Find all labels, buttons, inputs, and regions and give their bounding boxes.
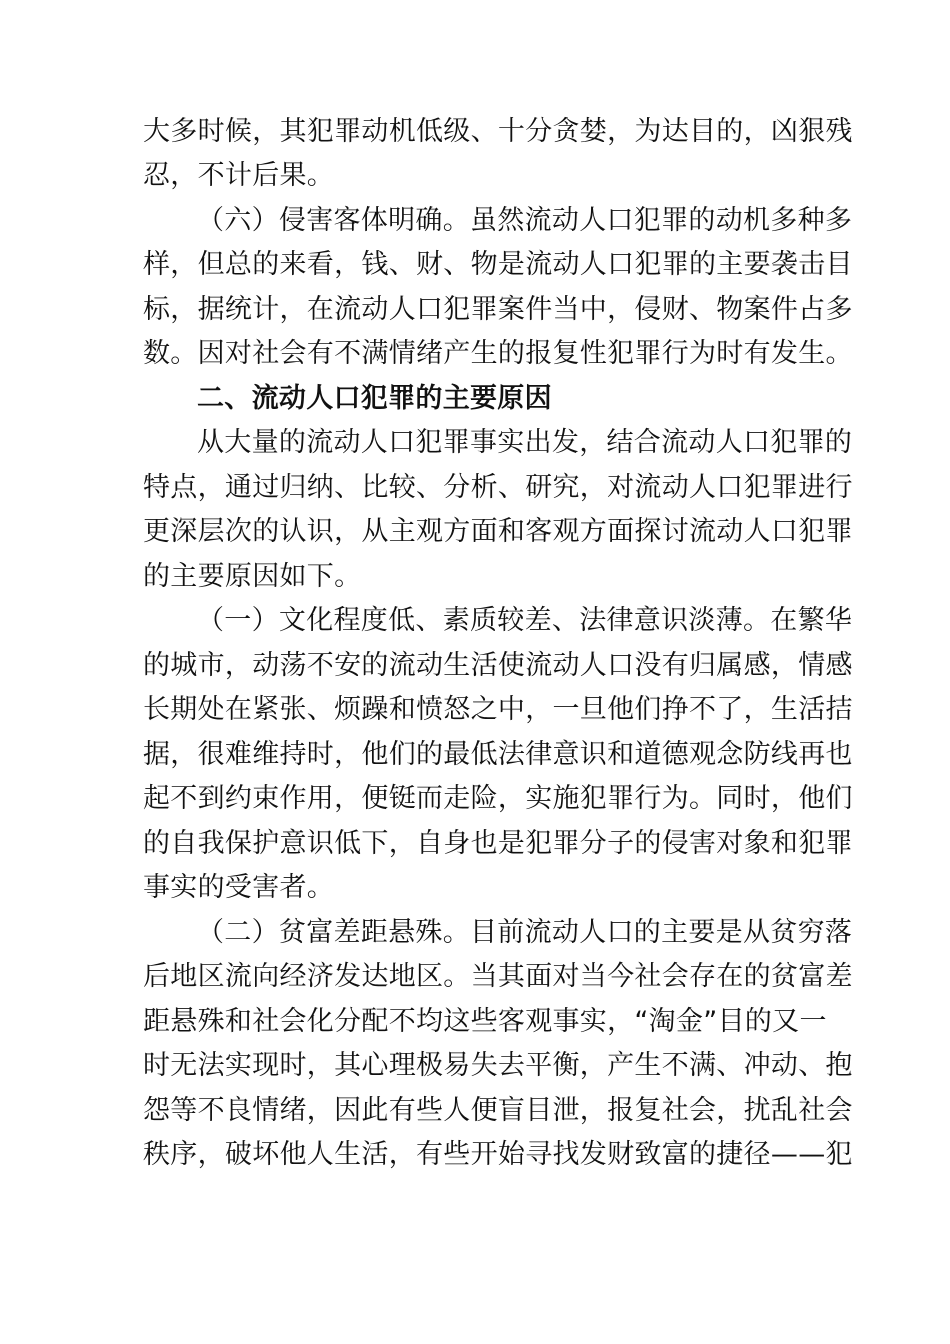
- paragraph-first-line: （六）侵害客体明确。虽然流动人口犯罪的动机多种多: [197, 205, 853, 236]
- text-line: 怨等不良情绪，因此有些人便盲目泄，报复社会，扰乱社会: [143, 1095, 853, 1126]
- text-line: 起不到约束作用，便铤而走险，实施犯罪行为。同时，他们: [143, 783, 853, 814]
- text-line: 更深层次的认识，从主观方面和客观方面探讨流动人口犯罪: [143, 516, 853, 547]
- paragraph-first-line: 从大量的流动人口犯罪事实出发，结合流动人口犯罪的: [197, 427, 853, 458]
- text-line: 的主要原因如下。: [143, 561, 362, 592]
- text-line: 大多时候，其犯罪动机低级、十分贪婪，为达目的，凶狠残: [143, 116, 853, 147]
- text-line: 特点，通过归纳、比较、分析、研究，对流动人口犯罪进行: [143, 472, 853, 503]
- text-line: 的城市，动荡不安的流动生活使流动人口没有归属感，情感: [143, 650, 853, 681]
- text-line: 据，很难维持时，他们的最低法律意识和道德观念防线再也: [143, 739, 853, 770]
- text-line: 事实的受害者。: [143, 872, 335, 903]
- paragraph-first-line: （二）贫富差距悬殊。目前流动人口的主要是从贫穷落: [197, 917, 853, 948]
- text-line: 秩序，破坏他人生活，有些开始寻找发财致富的捷径——犯: [143, 1139, 853, 1170]
- text-line: 数。因对社会有不满情绪产生的报复性犯罪行为时有发生。: [143, 338, 853, 369]
- text-line: 的自我保护意识低下，自身也是犯罪分子的侵害对象和犯罪: [143, 828, 853, 859]
- paragraph-first-line: （一）文化程度低、素质较差、法律意识淡薄。在繁华: [197, 605, 853, 636]
- text-line: 样，但总的来看，钱、财、物是流动人口犯罪的主要袭击目: [143, 249, 853, 280]
- text-line: 后地区流向经济发达地区。当其面对当今社会存在的贫富差: [143, 961, 853, 992]
- section-heading: 二、流动人口犯罪的主要原因: [197, 383, 552, 414]
- text-line: 忍，不计后果。: [143, 160, 335, 191]
- text-line: 标，据统计，在流动人口犯罪案件当中，侵财、物案件占多: [143, 294, 853, 325]
- text-line: 距悬殊和社会化分配不均这些客观事实，“淘金”目的又一: [143, 1006, 827, 1037]
- text-line: 时无法实现时，其心理极易失去平衡，产生不满、冲动、抱: [143, 1050, 853, 1081]
- text-line: 长期处在紧张、烦躁和愤怒之中，一旦他们挣不了，生活拮: [143, 694, 853, 725]
